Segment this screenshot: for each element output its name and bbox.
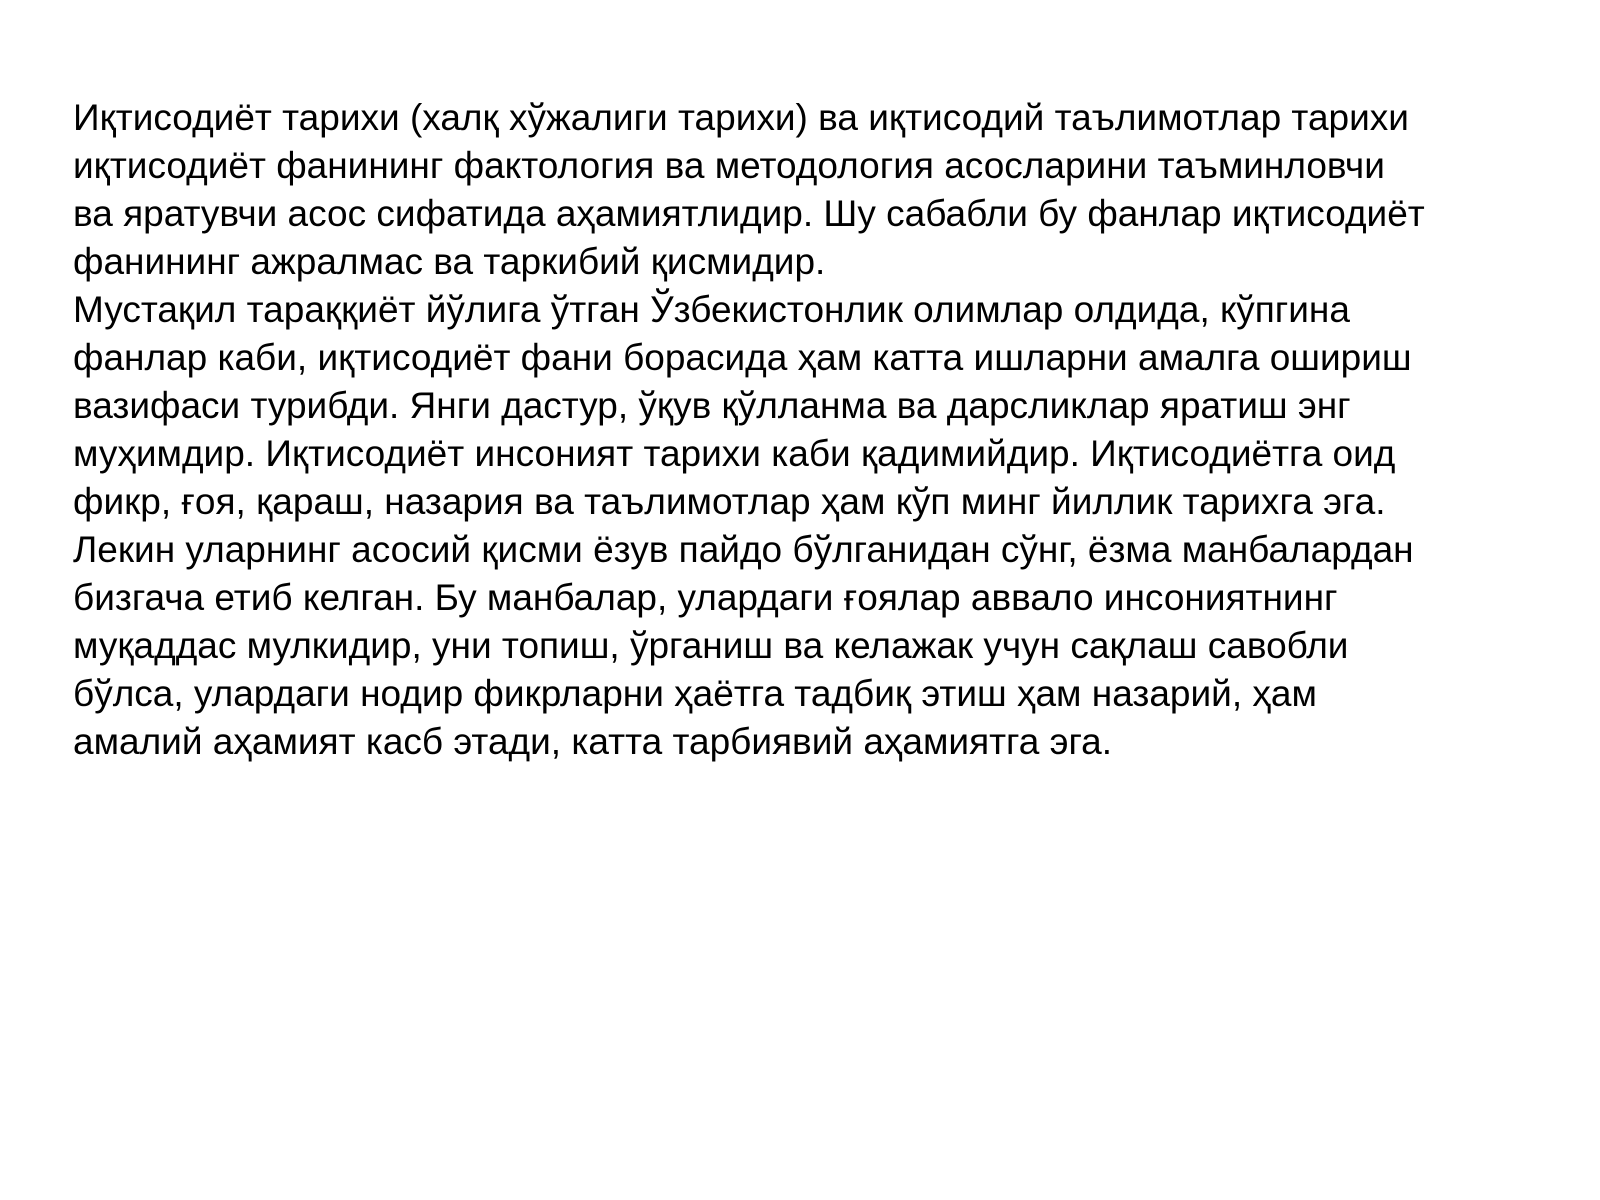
text-line: фикр, ғоя, қараш, назария ва таълимотлар ҳам кўп минг йиллик тарихга эга. [73,481,1386,522]
text-line: бўлса, улардаги нодир фикрларни ҳаётга тадбиқ этиш ҳам назарий, ҳам [73,673,1317,714]
text-line: муқаддас мулкидир, уни топиш, ўрганиш ва келажак учун сақлаш савобли [73,625,1349,666]
text-line: ва яратувчи асос сифатида аҳамиятлидир. Шу сабабли бу фанлар иқтисодиёт [73,193,1425,234]
text-line: амалий аҳамият касб этади, катта тарбиявий аҳамиятга эга. [73,721,1113,762]
text-line: Иқтисодиёт тарихи (халқ хўжалиги тарихи) ва иқтисодий таълимотлар тарихи [73,97,1409,138]
text-line: вазифаси турибди. Янги дастур, ўқув қўлланма ва дарсликлар яратиш энг [73,385,1351,426]
text-line: муҳимдир. Иқтисодиёт инсоният тарихи каби қадимийдир. Иқтисодиётга оид [73,433,1396,474]
text-line: иқтисодиёт фанининг фактология ва методология асосларини таъминловчи [73,145,1385,186]
text-line: бизгача етиб келган. Бу манбалар, улардаги ғоялар аввало инсониятнинг [73,577,1338,618]
text-line: фанлар каби, иқтисодиёт фани борасида ҳам катта ишларни амалга ошириш [73,337,1412,378]
text-line: Мустақил тараққиёт йўлига ўтган Ўзбекистонлик олимлар олдида, кўпгина [73,289,1350,330]
body-text [73,94,1573,766]
text-line: фанининг ажралмас ва таркибий қисмидир. [73,241,826,282]
text-line: Лекин уларнинг асосий қисми ёзув пайдо бўлганидан сўнг, ёзма манбалардан [73,529,1414,570]
